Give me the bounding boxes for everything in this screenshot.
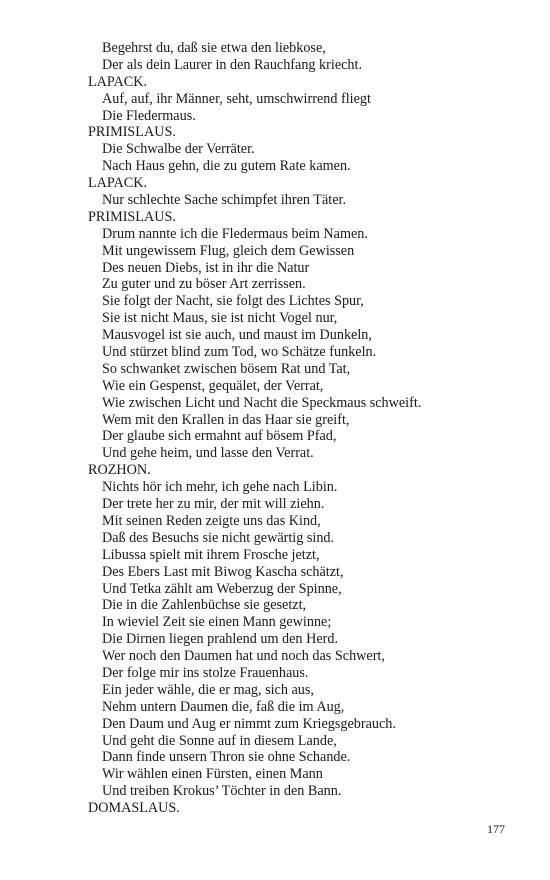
verse-line: Begehrst du, daß sie etwa den liebkose, [102, 40, 326, 56]
verse-line: Die in die Zahlenbüchse sie gesetzt, [102, 597, 307, 614]
verse-line: Und geht die Sonne auf in diesem Lande, [102, 732, 337, 749]
verse-line: Sie ist nicht Maus, sie ist nicht Vogel nur, [102, 310, 338, 327]
verse-line: So schwanket zwischen bösem Rat und Tat, [102, 360, 351, 377]
verse-line: Auf, auf, ihr Männer, seht, umschwirrend fliegt [102, 90, 371, 107]
verse-line: Nichts hör ich mehr, ich gehe nach Libin. [102, 479, 338, 496]
speaker-name: PRIMISLAUS. [88, 124, 176, 141]
verse-line: Des neuen Diebs, ist in ihr die Natur [102, 259, 310, 276]
speaker-name: LAPACK. [88, 175, 148, 192]
verse-line: Wie ein Gespenst, gequälet, der Verrat, [102, 377, 324, 394]
verse-line: Den Daum und Aug er nimmt zum Kriegsgebrauch. [102, 715, 396, 732]
verse-line: Daß des Besuchs sie nicht gewärtig sind. [102, 529, 335, 546]
verse-line: In wieviel Zeit sie einen Mann gewinne; [102, 614, 332, 631]
verse-line: Die Dirnen liegen prahlend um den Herd. [102, 631, 338, 648]
verse-line: Wem mit den Krallen in das Haar sie greift, [102, 411, 350, 428]
verse-line: Wer noch den Daumen hat und noch das Schwert, [102, 648, 385, 665]
verse-line: Und Tetka zählt am Weberzug der Spinne, [102, 580, 342, 597]
verse-line: Die Fledermaus. [102, 107, 196, 124]
verse-line: Sie folgt der Nacht, sie folgt des Lichtes Spur, [102, 293, 364, 310]
verse-line: Und gehe heim, und lasse den Verrat. [102, 445, 314, 462]
verse-line: Der trete her zu mir, der mit will ziehn. [102, 496, 325, 513]
verse-line: Der folge mir ins stolze Frauenhaus. [102, 664, 309, 681]
verse-line: Wir wählen einen Fürsten, einen Mann [102, 766, 323, 783]
speaker-name: LAPACK. [88, 73, 148, 90]
verse-line: Mausvogel ist sie auch, und maust im Dunkeln, [102, 327, 372, 344]
verse-line: Nur schlechte Sache schimpfet ihren Täter. [102, 192, 346, 209]
verse-line: Ein jeder wähle, die er mag, sich aus, [102, 681, 314, 698]
speaker-name: DOMASLAUS. [88, 800, 180, 817]
verse-line: Wie zwischen Licht und Nacht die Speckmaus schweift. [102, 394, 422, 411]
verse-line: Zu guter und zu böser Art zerrissen. [102, 276, 306, 293]
verse-line: Und treiben Krokus’ Töchter in den Bann. [102, 783, 342, 800]
speaker-name: PRIMISLAUS. [88, 208, 176, 225]
verse-line: Des Ebers Last mit Biwog Kascha schätzt, [102, 563, 344, 580]
page-body [88, 40, 528, 817]
verse-line: Mit ungewissem Flug, gleich dem Gewissen [102, 242, 355, 259]
verse-line: Dann finde unsern Thron sie ohne Schande. [102, 749, 351, 766]
speaker-name: ROZHON. [88, 462, 151, 479]
verse-line: Der als dein Laurer in den Rauchfang kriecht. [102, 56, 362, 73]
verse-line: Nehm untern Daumen die, faß die im Aug, [102, 698, 345, 715]
verse-line: Die Schwalbe der Verräter. [102, 141, 255, 158]
verse-line: Drum nannte ich die Fledermaus beim Namen. [102, 225, 368, 242]
verse-line: Libussa spielt mit ihrem Frosche jetzt, [102, 546, 320, 563]
verse-line: Nach Haus gehn, die zu gutem Rate kamen. [102, 158, 351, 175]
page-number: 177 [487, 822, 505, 836]
verse-line: Und stürzet blind zum Tod, wo Schätze funkeln. [102, 344, 377, 361]
verse-line: Mit seinen Reden zeigte uns das Kind, [102, 512, 321, 529]
verse-line: Der glaube sich ermahnt auf bösem Pfad, [102, 428, 337, 445]
